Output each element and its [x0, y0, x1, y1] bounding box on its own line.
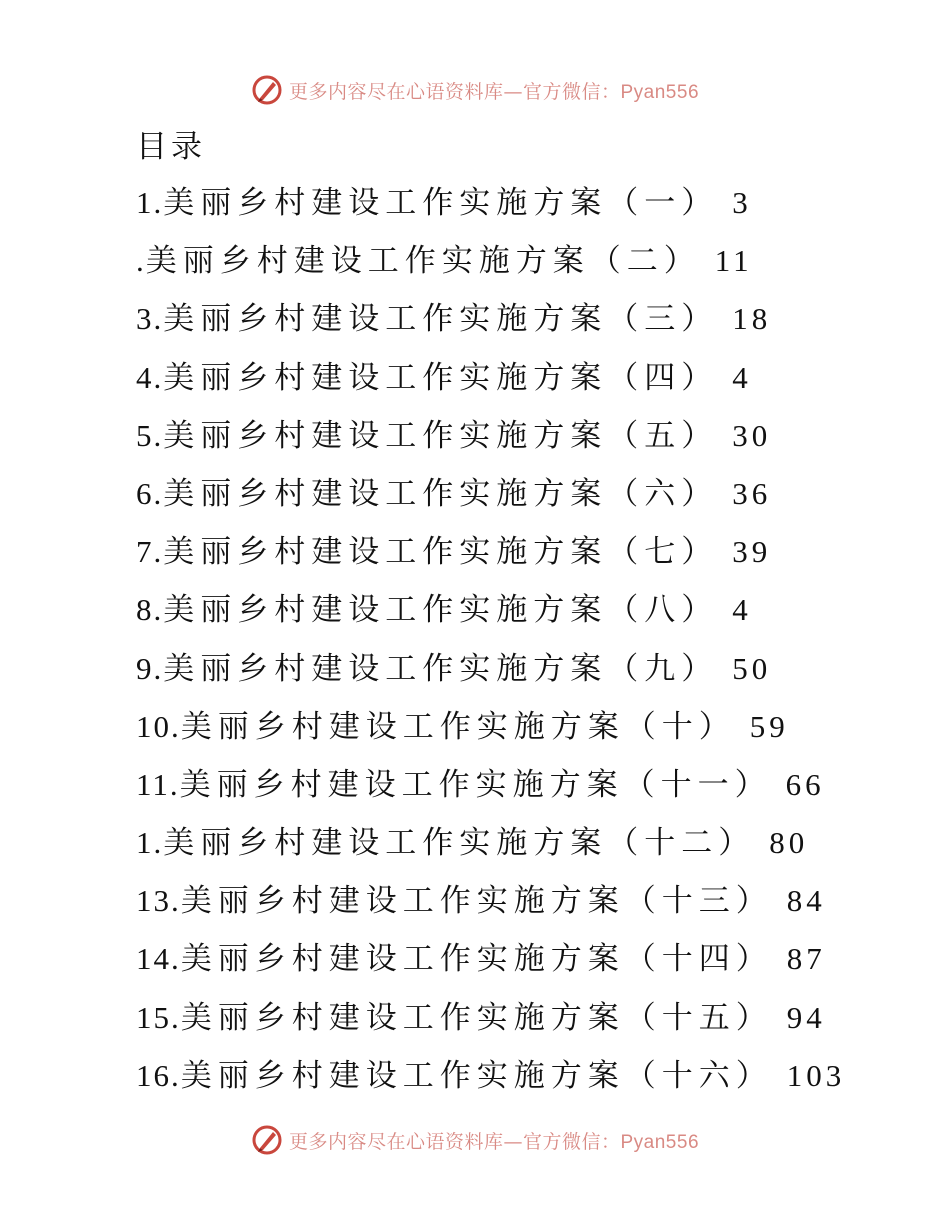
toc-entry[interactable] [136, 1047, 916, 1105]
footer-watermark [0, 1120, 950, 1160]
toc-entry[interactable] [136, 872, 916, 930]
toc-entry[interactable] [136, 640, 916, 698]
toc-entry[interactable] [136, 930, 916, 988]
header-watermark [0, 70, 950, 110]
toc-entry-number: 14. [136, 941, 181, 977]
toc-entry-number: 1. [136, 825, 164, 861]
toc-entry-number: 7. [136, 534, 164, 570]
toc-entry-page: 11 [714, 243, 753, 279]
toc-entry[interactable] [136, 349, 916, 407]
toc-entry-page: 18 [732, 301, 772, 337]
toc-entry-page: 80 [769, 825, 809, 861]
toc-entry-number: 11. [136, 766, 180, 802]
toc-entry[interactable] [136, 523, 916, 581]
toc-entry[interactable] [136, 290, 916, 348]
toc-entry-page: 4 [732, 359, 752, 395]
toc-entry-page: 94 [786, 999, 826, 1035]
toc-entry[interactable] [136, 232, 916, 290]
toc-entry[interactable] [136, 581, 916, 639]
watermark-handle: Pyan556 [620, 1131, 700, 1153]
toc-entry[interactable] [136, 465, 916, 523]
toc-entry-title: 美丽乡村建设工作实施方案（七） [163, 534, 719, 571]
watermark-text: 更多内容尽在心语资料库—官方微信：Pyan556 [288, 80, 700, 103]
toc-entry-title: 美丽乡村建设工作实施方案（一） [163, 185, 719, 221]
toc-entry[interactable] [136, 174, 916, 232]
toc-entry-title: 美丽乡村建设工作实施方案（十六） [180, 1057, 773, 1094]
toc-entry-title: 美丽乡村建设工作实施方案（二） [145, 243, 701, 280]
toc-entry-number: 1. [136, 185, 164, 220]
toc-entry-title: 美丽乡村建设工作实施方案（十三） [180, 883, 773, 920]
toc-entry-page: 39 [732, 534, 772, 570]
toc-entry[interactable] [136, 698, 916, 756]
toc-entry-number: . [136, 243, 146, 279]
toc-entry-title: 美丽乡村建设工作实施方案（十二） [163, 825, 756, 862]
toc-entry-number: 6. [136, 475, 164, 511]
toc-entry-title: 美丽乡村建设工作实施方案（五） [163, 417, 719, 454]
toc-entry-title: 美丽乡村建设工作实施方案（八） [163, 592, 719, 629]
toc-entry-number: 15. [136, 999, 181, 1035]
toc-entry-number: 5. [136, 417, 164, 453]
toc-entry-title: 美丽乡村建设工作实施方案（十五） [180, 999, 773, 1036]
toc-entry-title: 美丽乡村建设工作实施方案（十四） [180, 941, 773, 978]
toc-entry-number: 8. [136, 592, 164, 628]
watermark-handle: Pyan556 [620, 81, 700, 103]
toc-entry-page: 59 [749, 708, 789, 744]
toc-entry-title: 美丽乡村建设工作实施方案（四） [163, 359, 719, 396]
toc-entry-number: 16. [136, 1057, 181, 1093]
toc-entry-number: 3. [136, 301, 164, 337]
watermark-text: 更多内容尽在心语资料库—官方微信：Pyan556 [288, 1130, 700, 1153]
toc-entry-number: 13. [136, 883, 181, 919]
pen-logo-icon [251, 1124, 283, 1156]
toc-entry-title: 美丽乡村建设工作实施方案（六） [163, 475, 719, 512]
toc-entry-title: 美丽乡村建设工作实施方案（九） [163, 650, 719, 687]
toc-entry-page: 87 [786, 941, 826, 977]
toc-entry-page: 66 [785, 766, 825, 802]
toc-entry-page: 3 [732, 185, 752, 220]
toc-entry[interactable] [136, 814, 916, 872]
toc-entry-page: 84 [786, 883, 826, 919]
toc-entry-page: 103 [786, 1057, 846, 1093]
toc-entry-number: 9. [136, 650, 164, 686]
toc-entry-page: 4 [732, 592, 752, 628]
pen-logo-icon [251, 74, 283, 106]
toc-entry-number: 10. [136, 708, 181, 744]
toc-list [136, 174, 916, 1105]
toc-entry-title: 美丽乡村建设工作实施方案（十一） [179, 766, 772, 803]
toc-entry[interactable] [136, 989, 916, 1047]
toc-entry-number: 4. [136, 359, 164, 395]
toc-entry[interactable] [136, 756, 916, 814]
toc-entry-page: 30 [732, 417, 772, 453]
toc-entry-page: 50 [732, 650, 772, 686]
toc-title: 目录 [136, 129, 206, 165]
toc-entry[interactable] [136, 407, 916, 465]
table-of-contents [136, 120, 916, 1105]
toc-entry-title: 美丽乡村建设工作实施方案（三） [163, 301, 719, 338]
toc-entry-title: 美丽乡村建设工作实施方案（十） [180, 708, 736, 745]
toc-entry-page: 36 [732, 475, 772, 511]
